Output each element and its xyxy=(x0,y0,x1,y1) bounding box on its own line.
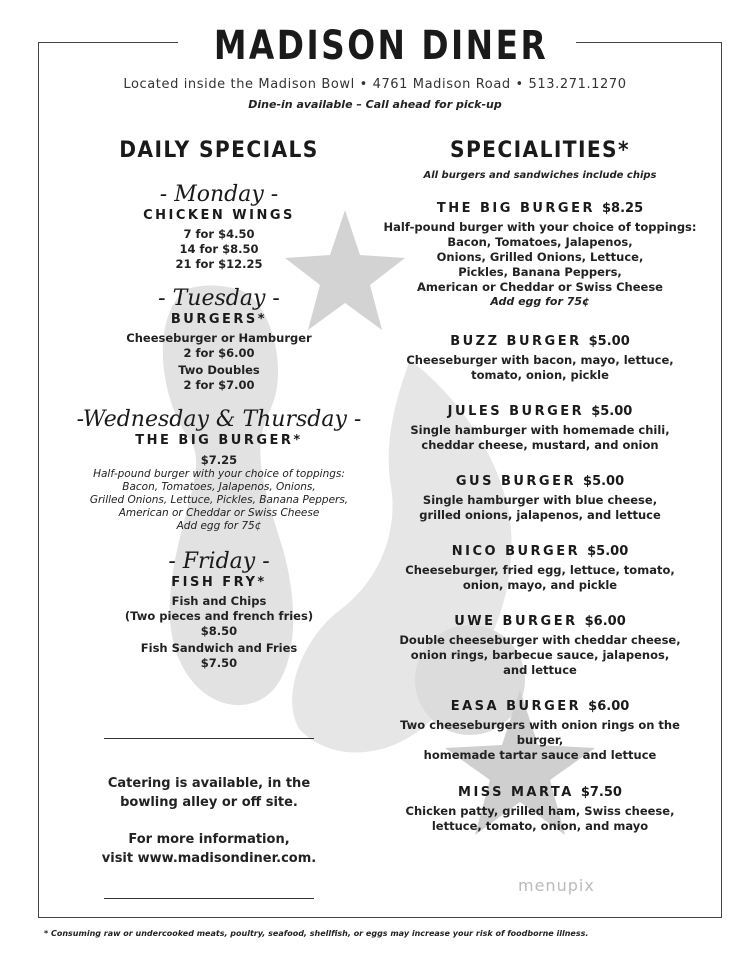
description-line: Fish and Chips xyxy=(171,594,267,608)
price-line: $8.50 xyxy=(200,624,238,638)
menu-item xyxy=(380,614,700,678)
description-line: onion rings, barbecue sauce, jalapenos, xyxy=(410,648,670,662)
item-price: $7.50 xyxy=(580,785,622,800)
day-label: -Wednesday & Thursday - xyxy=(76,407,362,432)
daily-specials-column xyxy=(64,138,374,671)
description-line: Add egg for 75¢ xyxy=(176,520,262,532)
price-line: 21 for $12.25 xyxy=(175,257,263,271)
item-name: FISH FRY* xyxy=(171,575,267,590)
tuesday-section xyxy=(64,286,374,393)
description-line: Grilled Onions, Lettuce, Pickles, Banana Peppers, xyxy=(89,494,349,506)
description-line: Fish Sandwich and Fries xyxy=(140,641,298,655)
item-name: GUS BURGER xyxy=(455,474,576,489)
item-price: $8.25 xyxy=(602,201,644,216)
item-name: MISS MARTA xyxy=(458,785,574,800)
description-line: homemade tartar sauce and lettuce xyxy=(423,748,657,762)
description-line: Bacon, Tomatoes, Jalapenos, xyxy=(447,235,633,249)
description-line: Bacon, Tomatoes, Jalapenos, Onions, xyxy=(122,481,316,493)
description-line: Cheeseburger, fried egg, lettuce, tomato, xyxy=(405,563,675,577)
description-line: Cheeseburger or Hamburger xyxy=(126,331,312,345)
dine-in-note: Dine-in available – Call ahead for pick-up xyxy=(248,98,502,111)
description-line: Half-pound burger with your choice of toppings: xyxy=(383,220,697,234)
item-name: JULES BURGER xyxy=(447,404,585,419)
description-line: tomato, onion, pickle xyxy=(471,368,609,382)
description-line: onion, mayo, and pickle xyxy=(462,578,618,592)
description-line: and lettuce xyxy=(503,663,577,677)
item-name: NICO BURGER xyxy=(451,544,581,559)
item-name: EASA BURGER xyxy=(450,699,582,714)
item-name: CHICKEN WINGS xyxy=(143,208,295,223)
item-name: UWE BURGER xyxy=(454,614,578,629)
description-line: Single hamburger with homemade chili, xyxy=(410,423,670,437)
catering-line: bowling alley or off site. xyxy=(120,795,298,810)
item-price: $5.00 xyxy=(588,334,630,349)
price-line: 2 for $6.00 xyxy=(183,346,255,360)
item-price: $6.00 xyxy=(584,614,626,629)
description-line: lettuce, tomato, onion, and mayo xyxy=(431,819,649,833)
description-line: American or Cheddar or Swiss Cheese xyxy=(417,280,663,294)
title-block xyxy=(178,22,576,70)
description-line: Double cheeseburger with cheddar cheese, xyxy=(399,633,681,647)
day-label: - Monday - xyxy=(159,182,279,207)
item-price: $5.00 xyxy=(591,404,633,419)
description-line: Cheeseburger with bacon, mayo, lettuce, xyxy=(406,353,674,367)
extra-note: Add egg for 75¢ xyxy=(490,295,590,308)
specialities-heading: SPECIALITIES* xyxy=(449,138,630,163)
friday-section xyxy=(64,549,374,671)
description-line: Single hamburger with blue cheese, xyxy=(422,493,658,507)
menu-item xyxy=(380,334,700,383)
location-info: Located inside the Madison Bowl • 4761 Madison Road • 513.271.1270 xyxy=(123,77,627,92)
item-name: THE BIG BURGER xyxy=(436,201,595,216)
catering-line: Catering is available, in the xyxy=(107,776,311,791)
description-line: Two Doubles xyxy=(178,363,260,377)
item-price: $6.00 xyxy=(588,699,630,714)
monday-section xyxy=(64,182,374,272)
specialities-column xyxy=(380,138,700,834)
menu-item xyxy=(380,544,700,593)
watermark: menupix xyxy=(518,876,595,895)
page-title: MADISON DINER xyxy=(213,23,549,69)
menu-item xyxy=(380,404,700,453)
price-line: $7.25 xyxy=(200,453,238,467)
menu-item xyxy=(380,474,700,523)
description-line: American or Cheddar or Swiss Cheese xyxy=(118,507,320,519)
menu-item xyxy=(380,201,700,309)
item-name: THE BIG BURGER* xyxy=(135,433,303,448)
price-line: 2 for $7.00 xyxy=(183,378,255,392)
catering-line: For more information, xyxy=(128,832,290,847)
description-line: Half-pound burger with your choice of toppings: xyxy=(93,468,345,480)
description-line: cheddar cheese, mustard, and onion xyxy=(421,438,659,452)
price-line: 7 for $4.50 xyxy=(183,227,255,241)
daily-specials-heading: DAILY SPECIALS xyxy=(119,138,319,163)
wedthu-section xyxy=(64,407,374,533)
description-line: grilled onions, jalapenos, and lettuce xyxy=(419,508,661,522)
day-label: - Tuesday - xyxy=(158,286,280,311)
price-line: 14 for $8.50 xyxy=(179,242,259,256)
item-price: $5.00 xyxy=(587,544,629,559)
item-name: BUZZ BURGER xyxy=(450,334,582,349)
divider xyxy=(104,898,314,899)
description-line: Two cheeseburgers with onion rings on the burger, xyxy=(400,718,680,747)
chips-note: All burgers and sandwiches include chips xyxy=(423,170,657,181)
website-line: visit www.madisondiner.com. xyxy=(101,851,317,866)
price-line: $7.50 xyxy=(200,656,238,670)
menu-item xyxy=(380,699,700,763)
day-label: - Friday - xyxy=(168,549,270,574)
description-line: Pickles, Banana Peppers, xyxy=(458,265,622,279)
item-price: $5.00 xyxy=(583,474,625,489)
footnote: * Consuming raw or undercooked meats, poultry, seafood, shellfish, or eggs may increase your risk of foodborne illness. xyxy=(44,929,589,938)
divider xyxy=(104,738,314,739)
item-name: BURGERS* xyxy=(170,312,268,327)
catering-block xyxy=(64,774,354,868)
menu-item xyxy=(380,785,700,834)
description-line: (Two pieces and french fries) xyxy=(124,609,314,623)
description-line: Chicken patty, grilled ham, Swiss cheese, xyxy=(405,804,675,818)
description-line: Onions, Grilled Onions, Lettuce, xyxy=(436,250,644,264)
